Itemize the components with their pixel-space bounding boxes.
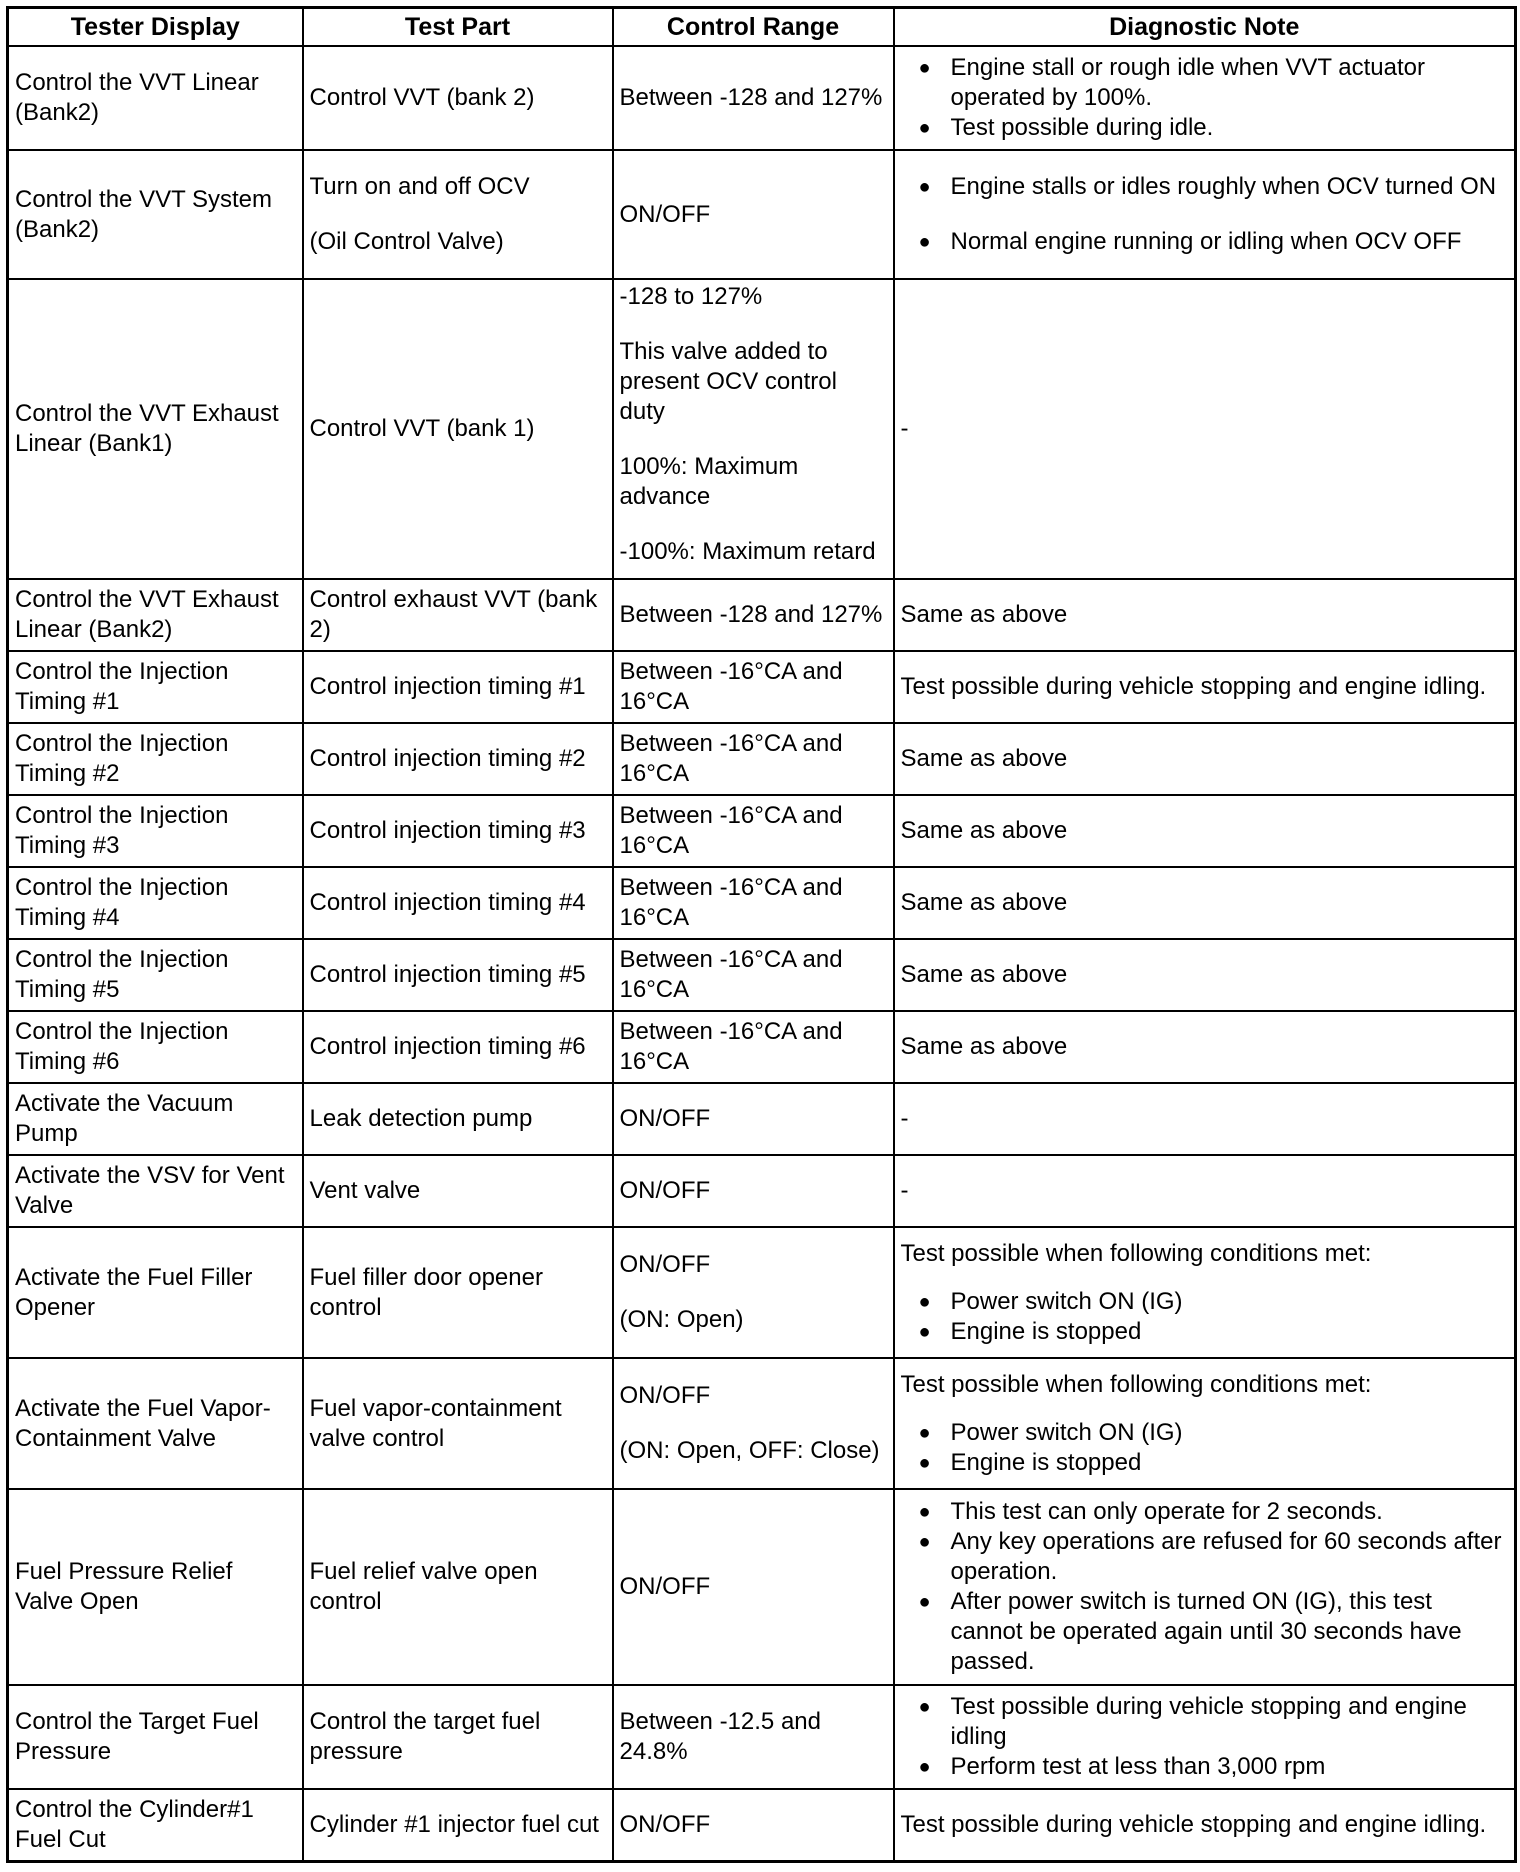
test-part-text: Control injection timing #4	[309, 889, 586, 916]
control-range-text: Between -16°CA and 16°CA	[619, 946, 843, 1003]
diagnostic-note-bullet: ● Engine is stopped	[901, 1448, 1509, 1478]
diagnostic-note-text: Same as above	[900, 745, 1068, 772]
test-part-cell	[303, 939, 613, 1011]
test-part-cell	[303, 1083, 613, 1155]
test-part-text: Control exhaust VVT (bank 2)	[309, 586, 598, 643]
diagnostic-note-bullet: ● Test possible during vehicle stopping and engine idling	[901, 1692, 1509, 1752]
table-header	[8, 8, 1516, 47]
diagnostic-note-cell	[894, 867, 1516, 939]
control-range-text: Between -128 and 127%	[619, 601, 883, 628]
control-range-text: -128 to 127%	[619, 283, 763, 310]
table-row	[8, 579, 1516, 651]
control-range-text: This valve added to present OCV control duty	[619, 338, 837, 425]
test-part-text: Fuel relief valve open control	[309, 1558, 538, 1615]
tester-display-cell: Control the Injection Timing #5	[8, 939, 303, 1011]
diagnostic-note-cell	[894, 279, 1516, 579]
test-part-text: Control injection timing #3	[309, 817, 586, 844]
table-row	[8, 867, 1516, 939]
control-range-cell	[613, 795, 894, 867]
control-range-text: 100%: Maximum advance	[619, 453, 799, 510]
control-range-text: Between -128 and 127%	[619, 84, 883, 111]
header-tester-display: Tester Display	[8, 8, 303, 47]
diagnostic-note-bullet: ● Normal engine running or idling when OCV OFF	[901, 227, 1509, 257]
control-range-text: Between -12.5 and 24.8%	[619, 1708, 821, 1765]
table-row	[8, 1011, 1516, 1083]
tester-display-cell: Activate the Fuel Filler Opener	[8, 1227, 303, 1358]
diagnostic-note-cell	[894, 1011, 1516, 1083]
diagnostic-note-cell	[894, 1489, 1516, 1685]
control-range-text: Between -16°CA and 16°CA	[619, 730, 843, 787]
test-part-cell	[303, 795, 613, 867]
tester-display-cell: Control the VVT Exhaust Linear (Bank1)	[8, 279, 303, 579]
table-row	[8, 723, 1516, 795]
test-part-text: Control VVT (bank 2)	[309, 84, 535, 111]
diagnostic-note-text: Same as above	[900, 1033, 1068, 1060]
diagnostic-note-bullet: ● Power switch ON (IG)	[901, 1418, 1509, 1448]
tester-display-cell: Activate the Vacuum Pump	[8, 1083, 303, 1155]
tester-display-cell: Control the Injection Timing #2	[8, 723, 303, 795]
test-part-cell	[303, 1685, 613, 1789]
header-diagnostic-note: Diagnostic Note	[894, 8, 1516, 47]
diagnostic-note-text: Test possible when following conditions met:	[900, 1370, 1372, 1398]
control-range-cell	[613, 1358, 894, 1489]
control-range-text: ON/OFF	[619, 1573, 711, 1600]
control-range-cell	[613, 939, 894, 1011]
control-range-cell	[613, 150, 894, 279]
test-part-text: Control injection timing #1	[309, 673, 586, 700]
tester-display-cell: Activate the VSV for Vent Valve	[8, 1155, 303, 1227]
test-part-cell	[303, 1358, 613, 1489]
header-test-part: Test Part	[303, 8, 613, 47]
diagnostic-note-cell	[894, 939, 1516, 1011]
test-part-text: Cylinder #1 injector fuel cut	[309, 1810, 599, 1838]
diagnostic-note-cell	[894, 579, 1516, 651]
diagnostic-note-cell	[894, 723, 1516, 795]
tester-display-cell: Control the Injection Timing #4	[8, 867, 303, 939]
diagnostic-note-bullet: ● Engine stall or rough idle when VVT actuator operated by 100%.	[901, 53, 1509, 113]
diagnostic-note-bullet: ● After power switch is turned ON (IG), this test cannot be operated again until 30 seconds have passed.	[901, 1587, 1509, 1677]
tester-display-cell: Activate the Fuel Vapor-Containment Valve	[8, 1358, 303, 1489]
table-row	[8, 795, 1516, 867]
diagnostic-note-text: -	[900, 415, 909, 442]
diagnostic-note-list	[901, 53, 1509, 143]
table-row	[8, 1155, 1516, 1227]
test-part-text: Control injection timing #6	[309, 1033, 586, 1060]
diagnostic-note-text: Test possible during vehicle stopping and engine idling.	[900, 1810, 1487, 1838]
diagnostic-note-bullet: ● Power switch ON (IG)	[901, 1287, 1509, 1317]
header-row	[8, 8, 1516, 47]
test-part-text: Control injection timing #5	[309, 961, 586, 988]
test-part-text: Fuel filler door opener control	[309, 1263, 543, 1321]
test-part-cell	[303, 723, 613, 795]
diagnostic-note-list	[901, 1287, 1509, 1347]
tester-display-cell: Control the VVT Linear (Bank2)	[8, 46, 303, 150]
diagnostic-note-list	[901, 1692, 1509, 1782]
test-part-text: Vent valve	[309, 1177, 421, 1204]
control-range-text: Between -16°CA and 16°CA	[619, 1018, 843, 1075]
table-row	[8, 1227, 1516, 1358]
diagnostic-note-list	[901, 172, 1509, 257]
control-range-text: ON/OFF	[619, 200, 711, 228]
table-row	[8, 939, 1516, 1011]
control-range-text: ON/OFF	[619, 1105, 711, 1132]
control-range-text: Between -16°CA and 16°CA	[619, 874, 843, 931]
control-range-cell	[613, 723, 894, 795]
test-part-cell	[303, 1489, 613, 1685]
tester-display-cell: Control the Injection Timing #1	[8, 651, 303, 723]
tester-display-cell: Control the Target Fuel Pressure	[8, 1685, 303, 1789]
diagnostic-note-cell	[894, 1358, 1516, 1489]
active-test-table	[6, 6, 1517, 1863]
diagnostic-note-list	[901, 1497, 1509, 1677]
control-range-cell	[613, 867, 894, 939]
test-part-cell	[303, 150, 613, 279]
diagnostic-note-cell	[894, 150, 1516, 279]
tester-display-cell: Control the Cylinder#1 Fuel Cut	[8, 1789, 303, 1861]
test-part-text: Leak detection pump	[309, 1105, 533, 1132]
diagnostic-note-bullet: ● Engine is stopped	[901, 1317, 1509, 1347]
test-part-cell	[303, 46, 613, 150]
test-part-text: Control the target fuel pressure	[309, 1708, 541, 1765]
control-range-cell	[613, 1083, 894, 1155]
diagnostic-note-cell	[894, 46, 1516, 150]
diagnostic-note-bullet: ● Perform test at less than 3,000 rpm	[901, 1752, 1509, 1782]
diagnostic-note-text: Same as above	[900, 889, 1068, 916]
control-range-cell	[613, 1011, 894, 1083]
control-range-cell	[613, 1227, 894, 1358]
test-part-cell	[303, 1155, 613, 1227]
table-row	[8, 651, 1516, 723]
diagnostic-note-cell	[894, 651, 1516, 723]
diagnostic-note-cell	[894, 795, 1516, 867]
control-range-cell	[613, 279, 894, 579]
control-range-text: ON/OFF	[619, 1382, 711, 1409]
diagnostic-note-text: Same as above	[900, 817, 1068, 844]
table-row	[8, 1083, 1516, 1155]
control-range-text: -100%: Maximum retard	[619, 538, 876, 565]
diagnostic-note-cell	[894, 1227, 1516, 1358]
control-range-text: Between -16°CA and 16°CA	[619, 802, 843, 859]
tester-display-cell: Control the Injection Timing #3	[8, 795, 303, 867]
diagnostic-note-text: -	[900, 1105, 909, 1132]
test-part-text: Control VVT (bank 1)	[309, 415, 535, 442]
test-part-cell	[303, 579, 613, 651]
test-part-text: Fuel vapor-containment valve control	[309, 1394, 562, 1452]
control-range-text: (ON: Open)	[619, 1306, 744, 1333]
tester-display-cell: Control the VVT System (Bank2)	[8, 150, 303, 279]
table-row	[8, 1685, 1516, 1789]
tester-display-cell: Control the Injection Timing #6	[8, 1011, 303, 1083]
test-part-cell	[303, 1789, 613, 1861]
table-row	[8, 1358, 1516, 1489]
table-row	[8, 150, 1516, 279]
test-part-cell	[303, 867, 613, 939]
control-range-cell	[613, 1489, 894, 1685]
test-part-cell	[303, 279, 613, 579]
control-range-cell	[613, 651, 894, 723]
test-part-text: (Oil Control Valve)	[309, 228, 504, 255]
control-range-text: ON/OFF	[619, 1251, 711, 1278]
test-part-cell	[303, 651, 613, 723]
control-range-text: Between -16°CA and 16°CA	[619, 658, 843, 715]
table-row	[8, 1489, 1516, 1685]
header-control-range: Control Range	[613, 8, 894, 47]
test-part-text: Control injection timing #2	[309, 745, 586, 772]
tester-display-cell: Fuel Pressure Relief Valve Open	[8, 1489, 303, 1685]
table-row	[8, 1789, 1516, 1861]
control-range-cell	[613, 1685, 894, 1789]
table-body	[8, 46, 1516, 1861]
control-range-cell	[613, 46, 894, 150]
table-row	[8, 279, 1516, 579]
control-range-text: (ON: Open, OFF: Close)	[619, 1437, 880, 1464]
test-part-cell	[303, 1227, 613, 1358]
control-range-text: ON/OFF	[619, 1810, 711, 1838]
diagnostic-note-cell	[894, 1685, 1516, 1789]
control-range-text: ON/OFF	[619, 1177, 711, 1204]
table-row	[8, 46, 1516, 150]
control-range-cell	[613, 1155, 894, 1227]
diagnostic-note-text: Test possible during vehicle stopping and engine idling.	[900, 673, 1487, 700]
diagnostic-note-cell	[894, 1083, 1516, 1155]
tester-display-cell: Control the VVT Exhaust Linear (Bank2)	[8, 579, 303, 651]
test-part-cell	[303, 1011, 613, 1083]
diagnostic-note-bullet: ● Any key operations are refused for 60 seconds after operation.	[901, 1527, 1509, 1587]
diagnostic-note-cell	[894, 1789, 1516, 1861]
diagnostic-note-text: Same as above	[900, 961, 1068, 988]
control-range-cell	[613, 1789, 894, 1861]
diagnostic-note-text: -	[900, 1177, 909, 1204]
diagnostic-note-cell	[894, 1155, 1516, 1227]
diagnostic-note-text: Same as above	[900, 601, 1068, 628]
diagnostic-note-bullet: ● Engine stalls or idles roughly when OCV turned ON	[901, 172, 1509, 202]
control-range-cell	[613, 579, 894, 651]
diagnostic-note-bullet: ● Test possible during idle.	[901, 113, 1509, 143]
test-part-text: Turn on and off OCV	[309, 173, 530, 200]
diagnostic-note-bullet: ● This test can only operate for 2 seconds.	[901, 1497, 1509, 1527]
diagnostic-note-text: Test possible when following conditions met:	[900, 1239, 1372, 1267]
diagnostic-note-list	[901, 1418, 1509, 1478]
